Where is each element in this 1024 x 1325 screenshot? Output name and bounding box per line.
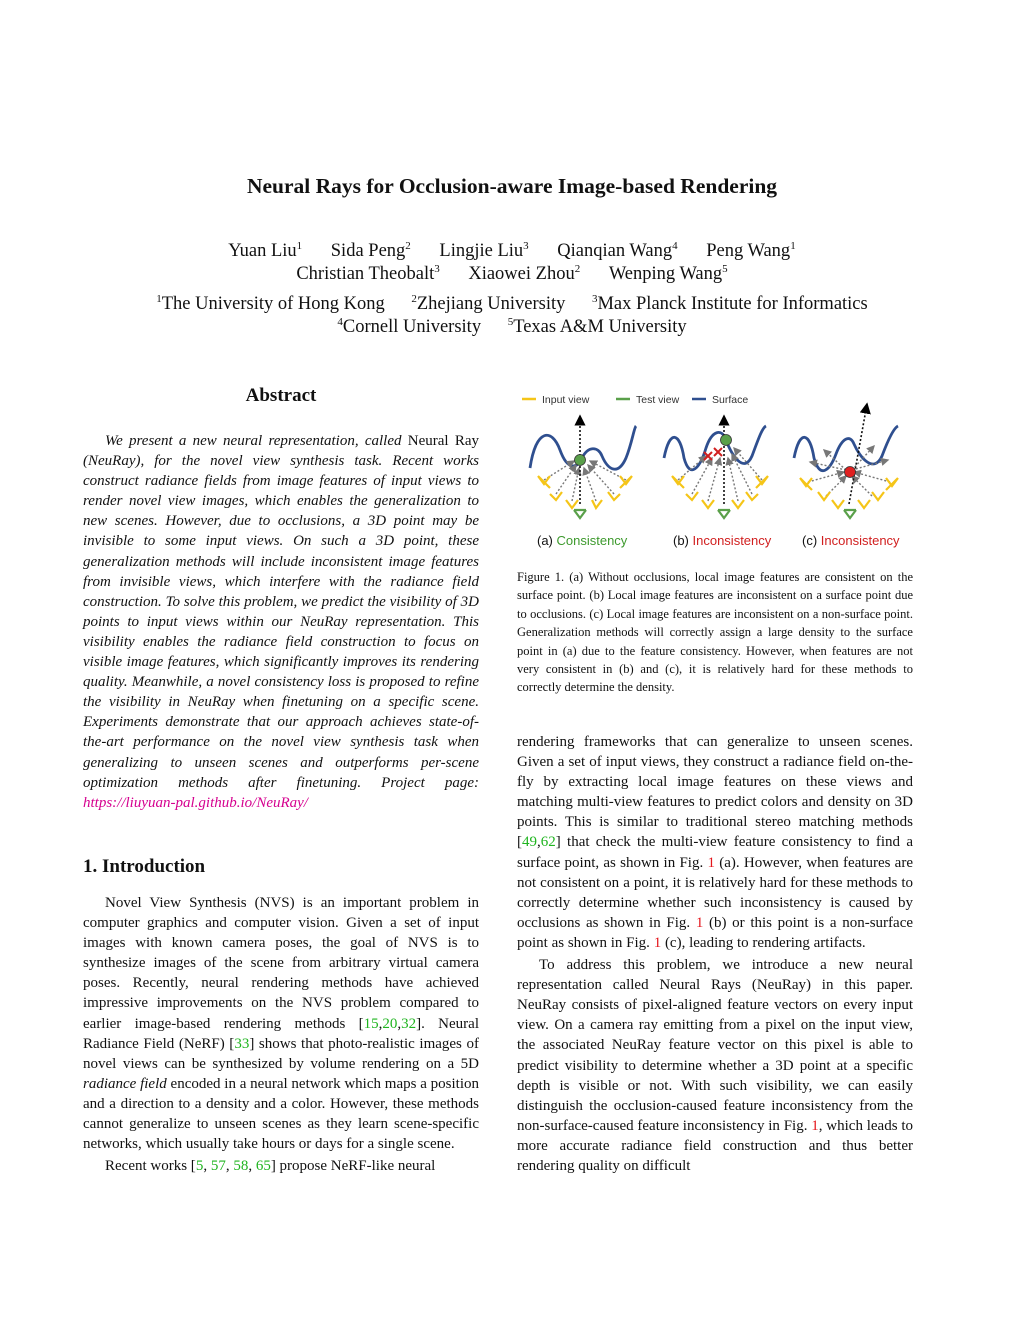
project-page-link[interactable]: https://liuyuan-pal.github.io/NeuRay/: [83, 794, 308, 811]
author: Yuan Liu$^1$: [228, 240, 303, 261]
input-views: [672, 476, 768, 508]
panel-a: [530, 416, 636, 518]
citation[interactable]: 15: [363, 1015, 379, 1032]
surface-curve: [794, 426, 898, 471]
citation[interactable]: 33: [234, 1035, 250, 1052]
abstract-body: We present a new neural representation, called Neural Ray (NeuRay), for the novel view synthesis task. Recent works construct radiance fields from image features of input views to render novel view images, which enables the generalization to new scenes. However, due to occlusions, a 3D point may be invisible to some input views. On such a 3D point, these generalization methods will include inconsistent image features from invisible views, which interfere with the radiance field construction. To solve this problem, we predict the visibility of 3D points to input views within our NeuRay representation. This visibility enables the radiance field construction to focus on visible image features, which significantly improves its rendering quality. Meanwhile, a novel consistency loss is proposed to refine the visibility in NeuRay when finetuning on a specific scene. Experiments demonstrate that our approach achieves state-of-the-art performance on the novel view synthesis task when generalizing to unseen scenes and outperforms per-scene optimization methods after finetuning. Project page: https://liuyuan-pal.github.io/NeuRay/: [83, 433, 479, 811]
citation[interactable]: 58: [233, 1158, 249, 1175]
author: Christian Theobalt$^3$: [296, 263, 440, 284]
introduction-body: [83, 893, 479, 1176]
paper-title: Neural Rays for Occlusion-aware Image-based Rendering: [246, 174, 778, 198]
authors-line-1: [0, 241, 1024, 262]
test-view: [718, 510, 730, 518]
paragraph: To address this problem, we introduce a new neural representation called Neural Rays (NeuRay) in this paper. NeuRay consists of pixel-aligned feature vectors on every input view. On a camera ray emitting from a pixel on the input view, the associated NeuRay feature vector on this pixel is able to predict visibility to determine whether a 3D point at a specific depth is visible or not. With such visibility, we can easily distinguish the occlusion-caused feature inconsistency from the non-surface-caused feature inconsistency in Fig. 1, which leads to more accurate radiance field construction and thus better rendering quality on difficult: [517, 957, 914, 1174]
paragraph: rendering frameworks that can generalize to unseen scenes. Given a set of input views, they construct a radiance field on-the-fly by extracting local image features on these views and matching multi-view features to predict colors and density on 3D points. This is similar to traditional stereo matching methods [49,62] that check the multi-view feature consistency to find a surface point, as shown in Fig. 1 (a). However, when features are not consistent on a point, it is relatively hard for these methods to correctly determine whether such inconsistency is caused by occlusions as shown in Fig. 1 (b) or this point is a non-surface point as shown in Fig. 1 (c), leading to rendering artifacts.: [517, 734, 914, 951]
test-view: [844, 510, 856, 518]
panel-c: [794, 404, 898, 518]
consistent-point: [575, 455, 586, 466]
author: Sida Peng$^2$: [330, 240, 411, 261]
panel-b: [664, 416, 768, 518]
legend-test-view: Test view: [636, 394, 680, 406]
figure-1-caption: Figure 1. (a) Without occlusions, local image features are consistent on the surface point. (b) Local image features are inconsistent on a surface point due to occlusions. (c) Local image features are inconsistent on a non-surface point. Generalization methods will correctly assign a large density to the surface point in (a) due to the feature consistency. However, when features are not very consistent in (b) and (c), it is relatively hard for these methods to correctly determine the density.: [517, 570, 913, 695]
legend-surface: Surface: [712, 394, 749, 406]
right-column-body: [517, 732, 913, 1176]
section-heading-introduction: 1. Introduction: [83, 856, 206, 877]
citation[interactable]: 57: [210, 1158, 226, 1175]
authors-line-2: [0, 264, 1024, 285]
citation[interactable]: 32: [401, 1015, 417, 1032]
citation[interactable]: 5: [195, 1158, 204, 1175]
surface-point: [721, 435, 732, 446]
input-views: [538, 476, 632, 508]
non-surface-point: [845, 467, 856, 478]
paragraph: Recent works [5, 57, 58, 65] propose NeRF-like neural: [105, 1158, 436, 1175]
affiliation: $^4$Cornell University: [337, 316, 482, 337]
affiliations-line-1: [0, 294, 1024, 315]
author: Peng Wang$^1$: [706, 240, 796, 261]
legend: [522, 394, 748, 406]
legend-input-view: Input view: [542, 394, 590, 406]
test-view: [574, 510, 586, 518]
affiliation: $^2$Zhejiang University: [411, 293, 566, 314]
figure-ref[interactable]: 1: [707, 854, 715, 871]
citation[interactable]: 49: [522, 834, 537, 851]
figure-ref[interactable]: 1: [695, 914, 704, 931]
affiliation: $^3$Max Planck Institute for Informatics: [591, 293, 868, 314]
subcaption-b: (b) Inconsistency: [673, 533, 772, 548]
figure-ref[interactable]: 1: [811, 1117, 819, 1134]
figure-ref[interactable]: 1: [653, 934, 662, 951]
citation[interactable]: 62: [540, 834, 556, 851]
figure-1: [512, 388, 924, 560]
paragraph: Novel View Synthesis (NVS) is an important problem in computer graphics and computer vision. Given a set of input images with known camera poses, the goal of NVS is to synthesize images of the scene from arbitrary virtual camera poses. Recently, neural rendering methods have achieved impressive improvements on the NVS problem compared to earlier image-based rendering methods [15,20,32]. Neural Radiance Field (NeRF) [33] shows that photo-realistic images of novel views can be synthesized by volume rendering on a 5D radiance field encoded in a neural network which maps a position and a direction to a density and a color. However, these methods cannot generalize to unseen scenes as they learn scene-specific networks, which usually take hours or days for a single scene.: [83, 895, 480, 1153]
subcaption-a: (a) Consistency: [537, 533, 628, 548]
affiliation: $^5$Texas A&M University: [507, 316, 687, 337]
author: Lingjie Liu$^3$: [439, 240, 529, 261]
author: Qianqian Wang$^4$: [557, 240, 678, 261]
citation[interactable]: 20: [382, 1015, 398, 1032]
author: Xiaowei Zhou$^2$: [468, 263, 581, 284]
author: Wenping Wang$^5$: [608, 263, 728, 284]
affiliations-line-2: [0, 317, 1024, 338]
citation[interactable]: 65: [255, 1158, 271, 1175]
subcaption-c: (c) Inconsistency: [802, 533, 900, 548]
abstract-heading: Abstract: [245, 385, 317, 406]
affiliation: $^1$The University of Hong Kong: [156, 293, 385, 314]
